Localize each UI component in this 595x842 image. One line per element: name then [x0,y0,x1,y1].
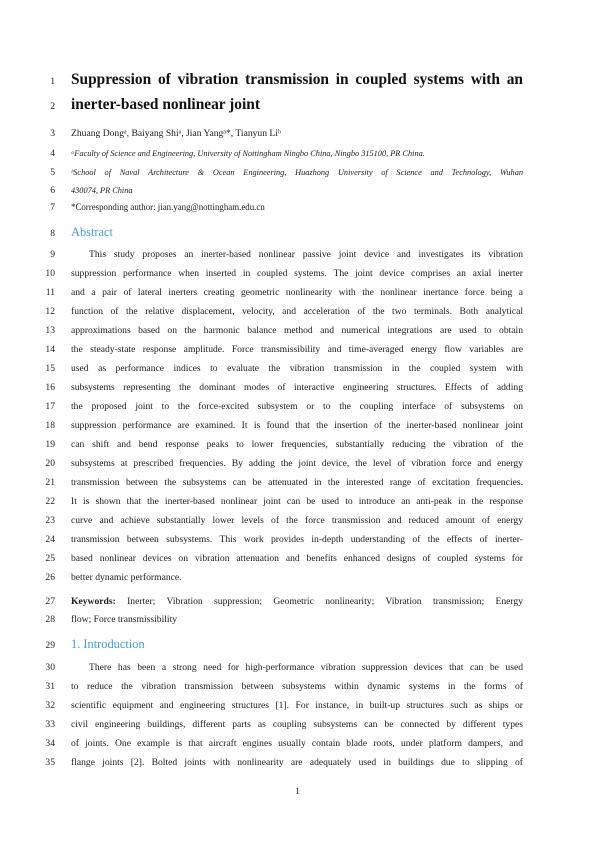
line-number: 19 [45,439,55,450]
line-number: 26 [45,572,55,583]
line-number: 25 [45,553,55,564]
affiliation-b-continued: 430074, PR China [71,186,133,195]
line-number: 30 [45,662,55,673]
line-number: 33 [45,719,55,730]
abstract-line: curve and achieve substantially lower levels of the force transmission and reduced amount of energy [71,515,523,526]
line-number: 17 [45,401,55,412]
abstract-heading: Abstract [71,225,113,239]
line-number: 27 [45,596,55,607]
introduction-line: There has been a strong need for high-performance vibration suppression devices that can be used [89,662,523,673]
line-number: 28 [45,614,55,625]
abstract-line: can shift and bend response peaks to lower frequencies, substantially reducing the vibration of the [71,439,523,450]
line-number: 6 [50,185,55,196]
line-number: 14 [45,344,55,355]
line-number: 2 [50,101,55,112]
abstract-line: function of the relative displacement, velocity, and acceleration of the two terminals. Both analytical [71,306,523,317]
corresponding-author: *Corresponding author: jian.yang@nottingham.edu.cn [71,202,265,212]
introduction-line: civil engineering buildings, different parts as coupling subsystems can be connected by different types [71,719,523,730]
introduction-line: to reduce the vibration transmission between subsystems within dynamic systems in the forms of [71,681,523,692]
abstract-line: used as performance indices to evaluate the vibration transmission in the coupled system with [71,363,523,374]
line-number: 8 [50,228,55,239]
abstract-line: the steady-state response amplitude. Force transmissibility and time-averaged energy flow variables are [71,344,523,355]
introduction-line: scientific equipment and engineering structures [1]. For instance, in built-up structures such as ships or [71,700,523,711]
abstract-line: This study proposes an inerter-based nonlinear passive joint device and investigates its vibration [89,249,523,260]
abstract-line: It is shown that the inerter-based nonlinear joint can be used to introduce an anti-peak in the response [71,496,523,507]
introduction-heading: 1. Introduction [71,637,145,651]
abstract-line: suppression performance are examined. It is found that the insertion of the inerter-based nonlinear joint [71,420,523,431]
line-number: 3 [50,128,55,139]
line-number: 32 [45,700,55,711]
introduction-line: of joints. One example is that aircraft engines usually contain blade roots, under platform dampers, and [71,738,523,749]
line-number: 24 [45,534,55,545]
abstract-line: subsystems at prescribed frequencies. By adding the joint device, the level of vibration force and energy [71,458,523,469]
line-number: 35 [45,757,55,768]
line-number: 1 [50,76,55,87]
line-number: 23 [45,515,55,526]
line-number: 29 [45,640,55,651]
line-number: 20 [45,458,55,469]
line-number: 31 [45,681,55,692]
abstract-line: the proposed joint to the force-excited subsystem or to the coupling interface of subsystems on [71,401,523,412]
line-number: 11 [45,287,55,298]
keywords-line-1 [71,596,523,607]
keywords-label: Keywords: [71,596,116,607]
line-number: 10 [45,268,55,279]
line-number: 22 [45,496,55,507]
author-list: Zhuang Dongᵃ, Baiyang Shiᵃ, Jian Yangᵃ*, Tianyun Liᵇ [71,128,281,139]
line-number: 4 [50,148,55,159]
abstract-line: transmission between subsystems. This work provides in-depth understanding of the effects of inerter- [71,534,523,545]
line-number: 5 [50,167,55,178]
line-number: 15 [45,363,55,374]
keywords-text: Inerter; Vibration suppression; Geometric nonlinearity; Vibration transmission; Energy [115,596,523,607]
abstract-line: and a pair of lateral inerters creating geometric nonlinearity with the nonlinear inertance force being a [71,287,523,298]
line-number: 21 [45,477,55,488]
line-number: 9 [50,249,55,260]
affiliation-b: ᵇSchool of Naval Architecture & Ocean Engineering, Huazhong University of Science and Technology, Wuhan [71,168,523,177]
line-number: 18 [45,420,55,431]
paper-title-line-1: Suppression of vibration transmission in coupled systems with an [71,71,523,88]
line-number: 12 [45,306,55,317]
keywords-line-2: flow; Force transmissibility [71,614,178,625]
line-number: 13 [45,325,55,336]
page-number: 1 [295,786,300,797]
line-number: 16 [45,382,55,393]
abstract-line: subsystems representing the dominant modes of interactive engineering structures. Effects of adding [71,382,523,393]
abstract-line: better dynamic performance. [71,572,182,583]
abstract-line: based nonlinear devices on vibration attenuation and benefits enhanced designs of coupled systems for [71,553,523,564]
abstract-line: approximations based on the harmonic balance method and numerical integrations are used to obtain [71,325,523,336]
introduction-line: flange joints [2]. Bolted joints with nonlinearity are adequately used in buildings due to slipping of [71,757,523,768]
line-number: 7 [50,202,55,213]
abstract-line: suppression performance when inserted in coupled systems. The joint device comprises an axial inerter [71,268,523,279]
abstract-line: transmission between the subsystems can be attenuated in the interested range of excitation frequencies. [71,477,523,488]
affiliation-a: ᵃFaculty of Science and Engineering, University of Nottingham Ningbo China, Ningbo 315100, PR China. [71,149,425,158]
line-number: 34 [45,738,55,749]
paper-title-line-2: inerter-based nonlinear joint [71,96,260,113]
